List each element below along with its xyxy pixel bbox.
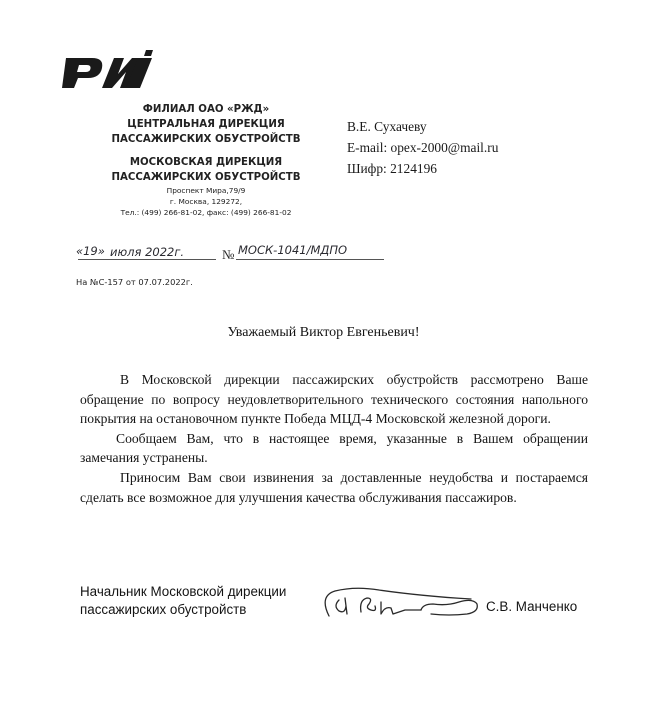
handwritten-signature xyxy=(321,586,486,622)
org-address-1: Проспект Мира,79/9 xyxy=(166,186,246,195)
registration-date: июля 2022г. xyxy=(110,245,185,259)
org-line-2: ЦЕНТРАЛЬНАЯ ДИРЕКЦИЯ xyxy=(127,119,285,130)
registration-number-underline xyxy=(236,259,384,260)
registration-day: «19» xyxy=(76,244,105,258)
recipient-block xyxy=(347,116,498,179)
rzd-logo-icon xyxy=(62,46,154,90)
recipient-email: E-mail: opex-2000@mail.ru xyxy=(347,140,499,155)
org-line-3: ПАССАЖИРСКИХ ОБУСТРОЙСТВ xyxy=(111,134,301,145)
paragraph-1: В Московской дирекции пассажирских обустройств рассмотрено Ваше обращение по вопросу неудовлетворительного технического состояния напольного покрытия на остановочном пункте Победа МЦД-4 Московской железной дороги. xyxy=(80,372,588,427)
paragraph-3: Приносим Вам свои извинения за доставленные неудобства и постараемся сделать все возможное для улучшения качества обслуживания пассажиров. xyxy=(80,469,588,505)
org-line-5: ПАССАЖИРСКИХ ОБУСТРОЙСТВ xyxy=(111,172,301,183)
signatory-name: С.В. Манченко xyxy=(486,599,578,614)
recipient-name: В.Е. Сухачеву xyxy=(347,119,427,134)
registration-number: МОСК-1041/МДПО xyxy=(238,243,348,257)
registration-line xyxy=(76,234,386,266)
signatory-title xyxy=(80,583,286,618)
incoming-reference: На №С-157 от 07.07.2022г. xyxy=(76,277,193,287)
registration-number-label: № xyxy=(222,247,235,262)
org-line-1: ФИЛИАЛ ОАО «РЖД» xyxy=(142,104,270,115)
paragraph-2: Сообщаем Вам, что в настоящее время, указанные в Вашем обращении замечания устранены. xyxy=(80,430,588,466)
signatory-title-line-1: Начальник Московской дирекции xyxy=(80,584,287,599)
registration-date-underline xyxy=(78,259,216,260)
organization-header xyxy=(96,102,316,218)
org-line-4: МОСКОВСКАЯ ДИРЕКЦИЯ xyxy=(129,157,283,168)
salutation: Уважаемый Виктор Евгеньевич! xyxy=(227,325,420,340)
org-address-2: г. Москва, 129272, xyxy=(169,197,243,206)
org-phone: Тел.: (499) 266-81-02, факс: (499) 266-81-02 xyxy=(120,208,292,217)
letter-body xyxy=(80,370,588,507)
signatory-title-line-2: пассажирских обустройств xyxy=(80,601,247,617)
recipient-cipher: Шифр: 2124196 xyxy=(347,161,437,176)
